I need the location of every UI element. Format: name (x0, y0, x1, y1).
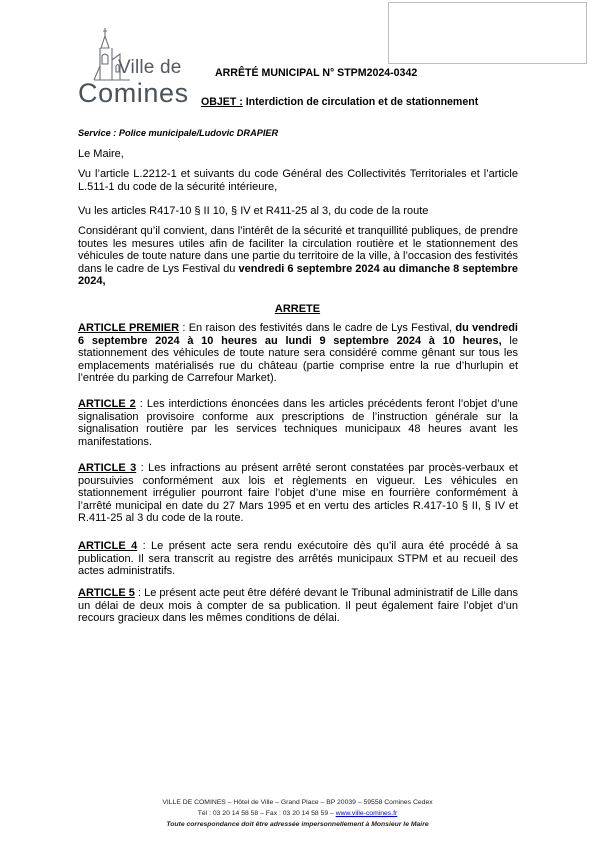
article-text: : Les interdictions énoncées dans les articles précédents feront l’objet d’une signalisation provisoire conforme aux prescriptions de l’instruction générale sur la signalisation routière par les services techniques municipaux 48 heures avant les manifestations. (78, 398, 519, 448)
article-label: ARTICLE 3 (78, 462, 137, 474)
decree-subject (201, 96, 478, 108)
considerant-paragraph (78, 225, 518, 288)
arrete-heading: ARRETE (274, 303, 321, 315)
article-2 (78, 398, 518, 448)
article-text: le stationnement des véhicules de toute nature sera considéré comme gênant sur tous les emplacements matérialisés rue du château (partie comprise entre la rue d’hurlupin et l’entrée du parking de Carrefour Market). (78, 334, 518, 385)
article-text: : Le présent acte sera rendu exécutoire dès qu’il aura été procédé à sa publication. Il sera transcrit au registre des arrêtés municipaux STPM et au recueil des actes administratifs. (78, 540, 518, 578)
article-label: ARTICLE 4 (78, 540, 138, 552)
page-footer (0, 797, 595, 830)
logo-ville-text: Ville de (118, 57, 182, 78)
footer-contact (0, 808, 595, 819)
article-4 (78, 540, 518, 578)
considerant-text: Considérant qu’il convient, dans l’intérêt de la sécurité et tranquillité publiques, de prendre toutes les mesures utiles afin de faciliter la circulation routière et le stationnement des véhicules de toute nature dans une partie du territoire de la ville, à l’occasion des festivités dans le cadre de Lys Festival du (78, 225, 518, 275)
article-text: : En raison des festivités dans le cadre de Lys Festival, (179, 322, 456, 334)
article-text: : Les infractions au présent arrêté seront constatées par procès-verbaux et poursuivies conformément aux lois et règlements en vigueur. Les véhicules en stationnement irrégulier pourront faire l’objet d’une mise en fourrière conformément à l’arrêté municipal en date du 27 Mars 1995 et en vertu des articles R.417-10 § II, § IV et R.411-25 al 3 du code de la route. (78, 462, 518, 525)
vu-paragraph-1: Vu l’article L.2212-1 et suivants du code Général des Collectivités Territoriales et l’article L.511-1 du code de la sécurité intérieure, (78, 168, 518, 193)
article-premier (78, 322, 518, 385)
vu-paragraph-2: Vu les articles R417-10 § II 10, § IV et R411-25 al 3, du code de la route (78, 205, 429, 217)
maire-line: Le Maire, (78, 148, 124, 160)
article-label: ARTICLE 5 (78, 587, 135, 599)
subject-text: Interdiction de circulation et de stationnement (242, 96, 479, 108)
service-line: Service : Police municipale/Ludovic DRAPIER (78, 128, 279, 138)
footer-notice: Toute correspondance doit être adressée impersonnellement à Monsieur le Maire (166, 821, 429, 828)
considerant-dates: vendredi 6 septembre 2024 au dimanche 8 septembre 2024, (78, 262, 518, 288)
article-5 (78, 587, 518, 625)
subject-label: OBJET : (201, 96, 243, 108)
decree-title: ARRÊTÉ MUNICIPAL N° STPM2024-0342 (215, 67, 418, 79)
city-logo (78, 26, 196, 112)
article-dates: du vendredi 6 septembre 2024 à 10 heures au lundi 9 septembre 2024 à 10 heures, (78, 322, 518, 347)
website-link[interactable]: www.ville-comines.fr (335, 810, 398, 817)
logo-comines-text: Comines (78, 78, 189, 108)
article-label: ARTICLE PREMIER (78, 322, 180, 334)
article-text: : Le présent acte peut être déféré devant le Tribunal administratif de Lille dans un délai de deux mois à compter de sa publication. Il peut également faire l’objet d’un recours gracieux dans les mêmes conditions de délai. (78, 587, 518, 625)
article-3 (78, 462, 518, 525)
article-label: ARTICLE 2 (78, 398, 136, 410)
stamp-box (388, 2, 587, 64)
footer-address: VILLE DE COMINES – Hôtel de Ville – Grand Place – BP 20039 – 59558 Comines Cedex (162, 799, 433, 806)
footer-phone: Tél : 03 20 14 58 58 – Fax : 03 20 14 58 59 – (197, 810, 336, 817)
